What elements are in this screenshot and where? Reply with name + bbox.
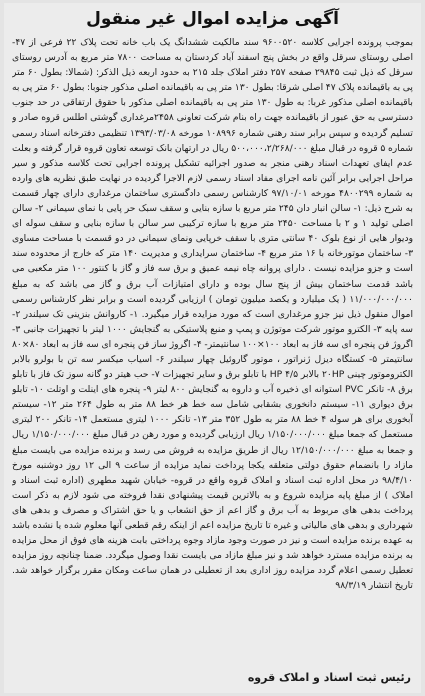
notice-signature: رئیس ثبت اسناد و املاک قروه — [247, 671, 411, 684]
notice-body: بموجب پرونده اجرایی کلاسه ۹۶۰۰۵۲۰ سند مالکیت ششدانگ یک باب خانه تحت پلاک ۲۲ فرعی از ۴۷- اصلی روستای سرقل واقع در بخش پنج اسفند آباد کردستان به مساحت ۷۸۰۰ متر مربع به آدرس روستای سرقل که ذیل ثبت ۲۹۸۴۵ صفحه ۲۵۷ دفتر املاک جلد ۲۱۵ به حدود اربعه ذیل الذکر: (شمالا: بطول ۶۰ متر پی به باقیمانده پلاک ۴۷ اصلی شرقا: بطول ۱۳۰ متر پی به باقیمانده اصلی مذکور جنوبا: بطول ۶۰ متر پی به باقیمانده اصلی مذکور غربا: به طول ۱۳۰ متر پی به باقیمانده اصلی مذکور با حقوق ارتفاقی در حد جنوب دسترسی به حق عبور از باقیمانده جهت راه بنام شرکت تعاونی ۲۴۵۸مرغداری گوشتی اطلس قروه صادر و تسلیم گردیده و سپس برابر سند رهنی شماره ۱۰۸۹۹۶ مورخه ۱۳۹۳/۰۳/۰۸ تنظیمی دفترخانه اسناد رسمی شماره ۵ قروه در قبال مبلغ ۵۰۰،۰۰۰،۲/۲۶۸/۰۰۰ ریال در ارتهان بانک توسعه تعاون قروه قرار گرفته و بعلت عدم ایفای تعهدات اسناد رهنی منجر به صدور اجرائیه تشکیل پرونده اجرایی تحت کلاسه مذکور و سیر مراحل اجرایی برابر آئین نامه اجرای مفاد اسناد رسمی لازم الاجرا گردیده در نهایت طبق نظریه های وارده به شماره ۴۸۰۰۲۹۹ مورخه ۹۷/۱۰/۰۱ کارشناس رسمی دادگستری ساختمان مرغداری دارای چهار قسمت به شرح ذیل: ۱- سالن انبار دان ۲۴۵ متر مربع با سازه بنایی و سقف سبک حر پایی با نمای سیمانی ۲- سالن اصلی تولید ۱ و ۲ با مساحت ۲۴۵۰ متر مربع با سازه ترکیبی سر سالن با سازه بنایی و سقف سوله ای ودیوار هایی از نوع بلوک ۴۰ سانتی متری با سقف خرپایی ونمای سیمانی در دو قسمت با مساحت مساوی ۳- ساختمان موتورخانه با ۱۶ متر مربع ۴- ساختمان سرایداری و مدیریت ۱۴۰ متر که خارج از محدوده سند است و جزو مزایده نیست . دارای پروانه چاه نیمه عمیق و برق سه فاز و گاز با کنتور ۱۰۰ متر مکعبی می باشد قدمت ساختمان بیش از پنج سال بوده و دارای امتیازات آب برق و گاز می باشد که به مبلغ ۱۱/۰۰۰/۰۰۰/۰۰۰ ( یک میلیارد و یکصد میلیون تومان ) ارزیابی گردیده است و برابر نظر کارشناس رسمی اموال منقول ذیل نیز جزو مرغداری است که مورد مزایده قرار میگیرد. ۱- کاروانش بنزینی تک سیلندر ۲- سه پایه ۳- الکترو موتور شرکت موتوژن و پمپ و منبع پلاستیکی به گنجایش ۱۰۰۰ لیتر با تجهیزات جانبی ۳- اگروژ فن پنجره ای سه فاز به ابعاد ۱۰۰×۱۰۰ سانتیمتر- ۴- اگروژ ساز فن پنجره ای سه فاز به ابعاد ۸۰×۸۰ سانتیمتر ۵- کستگاه دیزل ژنراتور ، موتور گاروئیل چهار سیلندر ۶- اسیاب میکسر سه تن با بولرو بالابر الکتروموتور چینی ۲۰HP بالابر ۴/۵ HP با تابلو برق و سایر تجهیزات ۷- حب هیتر دو گانه سوز تک فاز با تابلو برق ۸- تانکر PVC استوانه ای ذخیره آب و داروه به گنجایش ۸۰۰ لیتر ۹- پنجره های اینلت و اوتلت ۱۰- تابلو برق دیواری ۱۱- سیستم دانخوری بشقابی شامل سه خط هر خط ۸۸ متر به طول ۲۶۴ متر ۱۲- سیستم آبخوری برای هر سوله ۴ خط ۸۸ متر به طول ۳۵۲ متر ۱۳- تانکر ۱۰۰۰ لیتری مستعمل ۱۴- تانکر ۲۰۰ لیتری مستعمل که جمعا مبلغ ۱/۱۵۰/۰۰۰/۰۰۰ ریال ارزیابی گردیده و مورد رهن در قبال مبلغ ۱/۱۵۰/۰۰۰/۰۰۰ ریال و جمعا به مبلغ ۱۲/۱۵۰/۰۰۰/۰۰۰ ریال از طریق مزایده به فروش می رسد و برنده مزایده می بایست مبلغ مازاد را بانضمام حقوق دولتی متعلقه یکجا پرداخت نماید مزایده از ساعت ۹ الی ۱۲ روز دوشنبه مورخ ۹۸/۴/۱۰ در محل اداره ثبت اسناد و املاک قروه واقع در قروه- خیابان شهید مطهری (اداره ثبت اسناد و املاک ) از مبلغ پایه مزایده شروع و به بالاترین قیمت پیشنهادی نقدا فروخته می شود لازم به ذکر است پرداخت بدهی های مربوط به آب برق و گاز اعم از حق انشعاب و یا حق اشتراک و مصرف و بدهی های شهرداری و بدهی های مالیاتی و غیره تا تاریخ مزایده اعم از اینکه رقم قطعی آنها معلوم شده یا نشده باشد به عهده برنده مزایده است و نیز در صورت وجود مازاد وجوه پرداختی بابت هزینه های فوق از محل مزایده به برنده مزایده مسترد خواهد شد و نیز مبلغ مازاد می بایست نقدا وصول میگردد. ضمنا چنانچه روز مزایده تعطیل رسمی اعلام گردد مزایده روز اداری بعد از تعطیلی در همان ساعت ومکان مقرر برگزار خواهد شد. تاریخ انتشار ۹۸/۳/۱۹ — [12, 37, 413, 592]
auction-notice — [4, 3, 421, 693]
notice-title: آگهی مزایده اموال غیر منقول — [86, 9, 339, 29]
